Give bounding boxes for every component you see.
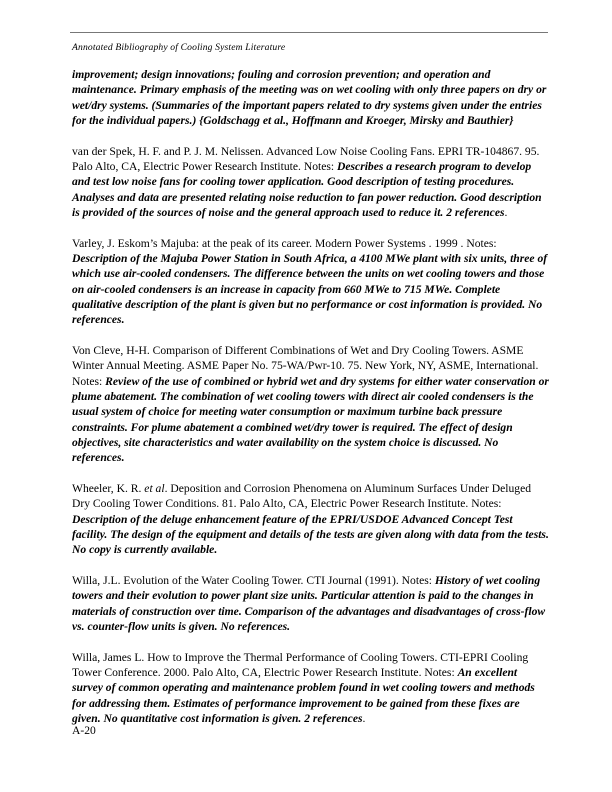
entry-notes-text: An excellent survey of common operating and maintenance problem found in wet cooling towers and methods for addressing them. Estimates of performance improvement to be gained from these fixes are given. No quantitative cost information is given. 2 references [72,666,535,726]
entry-citation-prefix: Wheeler, K. R. [72,482,145,496]
entry-notes-text: History of wet cooling towers and their evolution to power plant size units. Particular attention is paid to the changes in materials of construction over time. Comparison of the advantages and disadvantages of cross-flow vs. counter-flow units is given. No references. [72,574,546,634]
entry-citation: Von Cleve, H-H. Comparison of Different Combinations of Wet and Dry Cooling Towers. ASME Winter Annual Meeting. ASME Paper No. 75-WA/Pwr-10. 75. New York, NY, ASME, International. [72,344,539,373]
entry-notes-text: Description of the Majuba Power Station in South Africa, a 4100 MWe plant with six units, three of which use air-cooled condensers. The difference between the units on wet cooling towers and those on air-cooled condensers is an increase in capacity from 660 MWe to 715 MWe. Complete qualitative description of the plant is given but no performance or cost information is provided. No references. [72,252,548,327]
header-rule-divider [70,32,548,33]
bibliography-entry-willa-jl [72,573,549,634]
entry-notes-label: Notes: [424,666,458,680]
entry-citation: van der Spek, H. F. and P. J. M. Nelissen. Advanced Low Noise Cooling Fans. EPRI TR-104867. 95. Palo Alto, CA, Electric Power Research Institute. [72,144,540,174]
bibliography-entry-von-cleve [72,343,549,466]
entry-citation: Willa, J.L. Evolution of the Water Cooling Tower. CTI Journal (1991). [72,574,399,588]
continuation-text: improvement; design innovations; fouling and corrosion prevention; and operation and maintenance. Primary emphasis of the meeting was on wet cooling with only three papers on dry or wet/dry systems. (Summaries of the important papers related to dry systems given under the entries for the individual papers.) {Goldschagg et al., Hoffmann and Kroeger, Mirsky and Bauthier} [72,68,547,128]
bibliography-entry-van-der-spek [72,144,549,221]
bibliography-entry-varley [72,236,549,328]
entry-citation: Varley, J. Eskom’s Majuba: at the peak of its career. Modern Power Systems . 1999 . [72,236,464,250]
entry-notes-label: Notes: [401,574,435,588]
entry-citation: Willa, James L. How to Improve the Thermal Performance of Cooling Towers. CTI-EPRI Cooling Tower Conference. 2000. Palo Alto, CA, Electric Power Research Institute. [72,650,529,680]
entry-notes-text: Review of the use of combined or hybrid wet and dry systems for either water conservation or plume abatement. The combination of wet cooling towers with direct air cooled condensers is the usual system of choice for meeting water consumption or maximum turbine back pressure constraints. For plume abatement a combined wet/dry tower is required. The effect of design objectives, site characteristics and water availability on the system choice is discussed. No references. [72,374,549,465]
entry-notes-terminator: . [504,206,508,220]
bibliography-content [72,67,549,727]
entry-notes-label: Notes: [471,497,502,511]
entry-notes-terminator: . [362,712,366,726]
page-number: A-20 [72,724,96,737]
running-head: Annotated Bibliography of Cooling System Literature [72,42,286,53]
entry-notes-label: Notes: [72,374,106,388]
entry-notes-label: Notes: [303,160,338,174]
paragraph-continuation [72,67,549,128]
bibliography-entry-willa-james-l [72,650,549,727]
entry-notes-text: Description of the deluge enhancement feature of the EPRI/USDOE Advanced Concept Test facility. The design of the equipment and details of the tests are given along with data from the tests. No copy is currently available. [72,512,549,557]
entry-citation-suffix: . Deposition and Corrosion Phenomena on Aluminum Surfaces Under Deluged Dry Cooling Tower Conditions. 81. Palo Alto, CA, Electric Power Research Institute. [72,482,532,511]
entry-citation-et-al: et al [144,482,165,496]
entry-notes-text: Describes a research program to develop and test low noise fans for cooling tower application. Good description of testing procedures. Analyses and data are presented relating noise reduction to fan power reduction. Good description is provided of the sources of noise and the general approach used to reduce it. 2 references [72,160,542,220]
bibliography-entry-wheeler [72,481,549,558]
entry-notes-label: Notes: [466,236,497,250]
